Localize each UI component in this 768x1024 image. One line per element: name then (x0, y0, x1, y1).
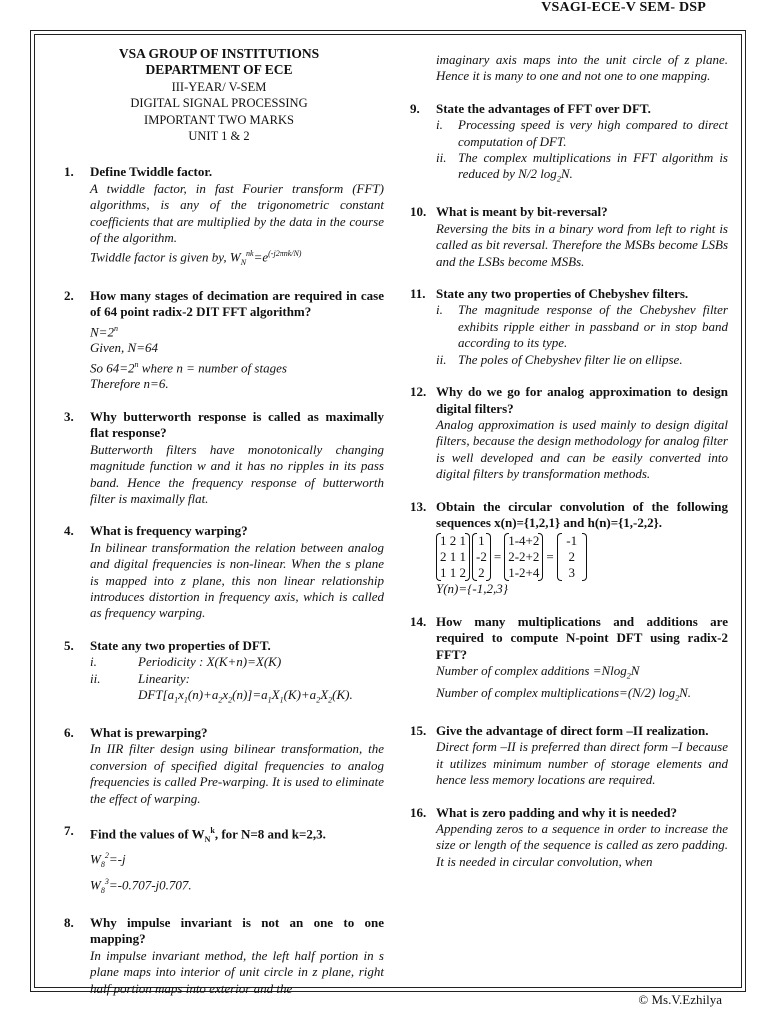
right-column (410, 52, 728, 886)
question-text: What is meant by bit-reversal? (436, 204, 608, 220)
answer-text: In impulse invariant method, the left half portion in s plane maps into interior of unit circle in z plane, right half portion maps into exterior and the (90, 947, 384, 996)
question-9: 9. State the advantages of FFT over DFT. i. Processing speed is very high compared to direct computation of DFT. ii. The complex multiplications in FFT algorithm is reduced by N/2 $\log_2N$. (410, 101, 728, 189)
question-8: 8. Why impulse invariant is not an one to one mapping? In impulse invariant method, the left half portion in s plane maps into interior of unit circle in z plane, right half portion maps into exterior and the (64, 915, 384, 996)
equals-sign: = (546, 549, 554, 565)
question-5: 5. State any two properties of DFT. i. Periodicity : X(K+n)=X(K) ii. Linearity: $DFT[a_1x_1(n)+a_2x_2(n)]=a_1X_1(K)+a_2X_2(K)$. (64, 638, 384, 709)
question-10: 10. What is meant by bit-reversal? Reversing the bits in a binary word from left to right is called as bit reversal. Therefore the MSBs become LSBs and the LSBs become MSBs. (410, 204, 728, 269)
question-text: What is prewarping? (90, 724, 208, 740)
product-vector: 1-4+2 2-2+2 1-2+4 (504, 533, 543, 581)
answer-text: In bilinear transformation the relation between analog and digital frequencies is non-linear. When the s plane is mapped into z plane, this non linear relationship introduces distortion in frequency axis, which is called as frequency warping. (90, 539, 384, 621)
question-text: State any two properties of DFT. (90, 637, 271, 653)
equals-sign: = (493, 549, 502, 565)
result-vector: -1 2 3 (557, 533, 587, 581)
answer-text: Appending zeros to a sequence in order to increase the size or length of the sequence is called as zero padding. It is needed in circular convolution, when (436, 821, 728, 869)
question-4: 4. What is frequency warping? In bilinear transformation the relation between analog and digital frequencies is non-linear. When the s plane is mapped into z plane, this non linear relationship introduces distortion in frequency axis, which is called as frequency warping. (64, 523, 384, 621)
answer-item: i. The magnitude response of the Chebyshev filter exhibits ripple either in passband or in stop band according to its type. (436, 302, 728, 351)
question-text: How many stages of decimation are required in case of 64 point radix-2 DIT FFT algorithm? (90, 287, 384, 320)
question-text: How many multiplications and additions are required to compute N-point DFT using radix-2 FFT? (436, 613, 728, 662)
convolution-matrix (436, 533, 728, 581)
answer-text: In IIR filter design using bilinear transformation, the conversion of specified digital frequencies to analog frequencies is called Pre-warping. It is used to eliminate the effect of warping. (90, 741, 385, 806)
question-text: What is zero padding and why it is needed? (436, 804, 678, 820)
question-1: 1. Define Twiddle factor. A twiddle factor, in fast Fourier transform (FFT) algorithms, is any of the trigonometric constant coefficients that are multiplied by the data in the course of the algorithm. Twiddle factor is given by, $W_N^{nk}=e^{(-j2\pi nk/N)}$ (64, 164, 384, 271)
answer-text: Direct form –II is preferred than direct form –I because it utilizes minimum number of storage elements and hence less memory locations are required. (436, 739, 728, 788)
answer-item: i. Processing speed is very high compared to direct computation of DFT. (436, 117, 728, 149)
footer-copyright: © Ms.V.Ezhilya (638, 992, 722, 1007)
question-text: What is frequency warping? (90, 523, 248, 539)
answer-item: ii. Linearity: (90, 670, 190, 686)
answer-text: $W_8^2=-j$ $W_8^3=-0.707-j0.707$. (90, 851, 192, 895)
question-12: 12. Why do we go for analog approximation to design digital filters? Analog approximation is used mainly to design digital filters, because the design methodology for analog filter is well developed and can be easily converted into digital filters by transformation methods. (410, 384, 728, 482)
question-13: 13. Obtain the circular convolution of the following sequences x(n)={1,2,1} and h(n)={1,-2,2}. 1 2 1 2 1 1 1 1 2 1 -2 2 = 1-4+2 2-2+2 1-2+4 = -1 2 3 Y(n)={-1,2,3} (410, 498, 728, 597)
question-6: 6. What is prewarping? In IIR filter design using bilinear transformation, the conversion of specified digital frequencies to analog frequencies is called Pre-warping. It is used to eliminate the effect of warping. (64, 724, 385, 806)
subject-name: DIGITAL SIGNAL PROCESSING (130, 96, 308, 111)
institution-name: VSA GROUP OF INSTITUTIONS (118, 46, 320, 61)
question-text: Find the values of $W_N^k$, for N=8 and k=2,3. (90, 826, 326, 844)
year-semester: III-YEAR/ V-SEM (171, 79, 267, 94)
question-text: Define Twiddle factor. (90, 164, 213, 180)
question-text: State the advantages of FFT over DFT. (436, 100, 651, 116)
question-7: 7. Find the values of $W_N^k$, for N=8 and k=2,3. $W_8^2=-j$ $W_8^3=-0.707-j0.707$. (64, 823, 384, 899)
answer-text: Analog approximation is used mainly to design digital filters, because the design methodology for analog filter is well developed and can be easily converted into digital filters by transformation methods. (436, 416, 728, 482)
question-16: 16. What is zero padding and why it is needed? Appending zeros to a sequence in order to increase the size or length of the sequence is called as zero padding. It is needed in circular convolution, when (410, 804, 728, 869)
answer-text: Butterworth filters have monotonically changing magnitude function w and it has no ripples in its pass band. Hence the frequency response of butterworth filter is maximally flat. (90, 441, 384, 506)
answer-item: ii. The complex multiplications in FFT algorithm is reduced by N/2 $\log_2N$. (436, 150, 728, 185)
question-14: 14. How many multiplications and additions are required to compute N-point DFT using radix-2 FFT? Number of complex additions =Nlog$_2$N Number of complex multiplications=(N/2) $\log_2N$. (410, 614, 728, 707)
question-3: 3. Why butterworth response is called as maximally flat response? Butterworth filters have monotonically changing magnitude function w and it has no ripples in its pass band. Hence the frequency response of butterworth filter is maximally flat. (64, 408, 384, 506)
question-text: State any two properties of Chebyshev filters. (436, 286, 689, 302)
left-column (64, 46, 384, 1013)
question-8-continued: imaginary axis maps into the unit circle of z plane. Hence it is many to one and not one to one mapping. (436, 52, 728, 84)
department-name: DEPARTMENT OF ECE (145, 62, 293, 78)
question-2: 2. How many stages of decimation are required in case of 64 point radix-2 DIT FFT algorithm? $N=2^n$ Given, N=64 So $64=2^n$ where n = number of stages Therefore n=6. (64, 287, 384, 392)
unit-label: UNIT 1 & 2 (188, 129, 250, 144)
doc-type: IMPORTANT TWO MARKS (144, 112, 294, 127)
answer-text: $N=2^n$ Given, N=64 So $64=2^n$ where n = number of stages Therefore n=6. (90, 323, 287, 392)
answer-result: Y(n)={-1,2,3} (436, 581, 508, 597)
answer-formula: $DFT[a_1x_1(n)+a_2x_2(n)]=a_1X_1(K)+a_2X_2(K)$. (138, 686, 353, 705)
answer-text: A twiddle factor, in fast Fourier transform (FFT) algorithms, is any of the trigonometric constant coefficients that are multiplied by the data in the course of the algorithm. Twiddle factor is given by, $W_N^{nk}=e^{(-j2\pi nk/N)}$ (90, 180, 384, 268)
question-text: Obtain the circular convolution of the following sequences x(n)={1,2,1} and h(n)={1,-2,2}. (436, 498, 728, 530)
question-15: 15. Give the advantage of direct form –II realization. Direct form –II is preferred than direct form –I because it utilizes minimum number of storage elements and hence less memory locations are required. (410, 722, 728, 788)
question-text: Give the advantage of direct form –II realization. (436, 722, 709, 738)
question-11: 11. State any two properties of Chebyshev filters. i. The magnitude response of the Chebyshev filter exhibits ripple either in passband or in stop band according to its type. ii. The poles of Chebyshev filter lie on ellipse. (410, 286, 728, 367)
question-text: Why impulse invariant is not an one to one mapping? (90, 915, 384, 947)
circulant-matrix: 1 2 1 2 1 1 1 1 2 (436, 533, 470, 581)
question-text: Why butterworth response is called as maximally flat response? (90, 408, 384, 441)
title-block (54, 46, 384, 144)
answer-item: ii. The poles of Chebyshev filter lie on ellipse. (436, 351, 683, 367)
h-vector: 1 -2 2 (472, 533, 491, 581)
answer-text: Number of complex additions =Nlog$_2$N Number of complex multiplications=(N/2) $\log_2N$. (436, 662, 692, 703)
page-header: VSAGI-ECE-V SEM- DSP (541, 0, 706, 15)
question-text: Why do we go for analog approximation to design digital filters? (436, 384, 728, 416)
answer-item: i. Periodicity : X(K+n)=X(K) (90, 654, 282, 670)
answer-text: Reversing the bits in a binary word from left to right is called as bit reversal. Therefore the MSBs become LSBs and the LSBs become MSBs. (436, 220, 728, 269)
